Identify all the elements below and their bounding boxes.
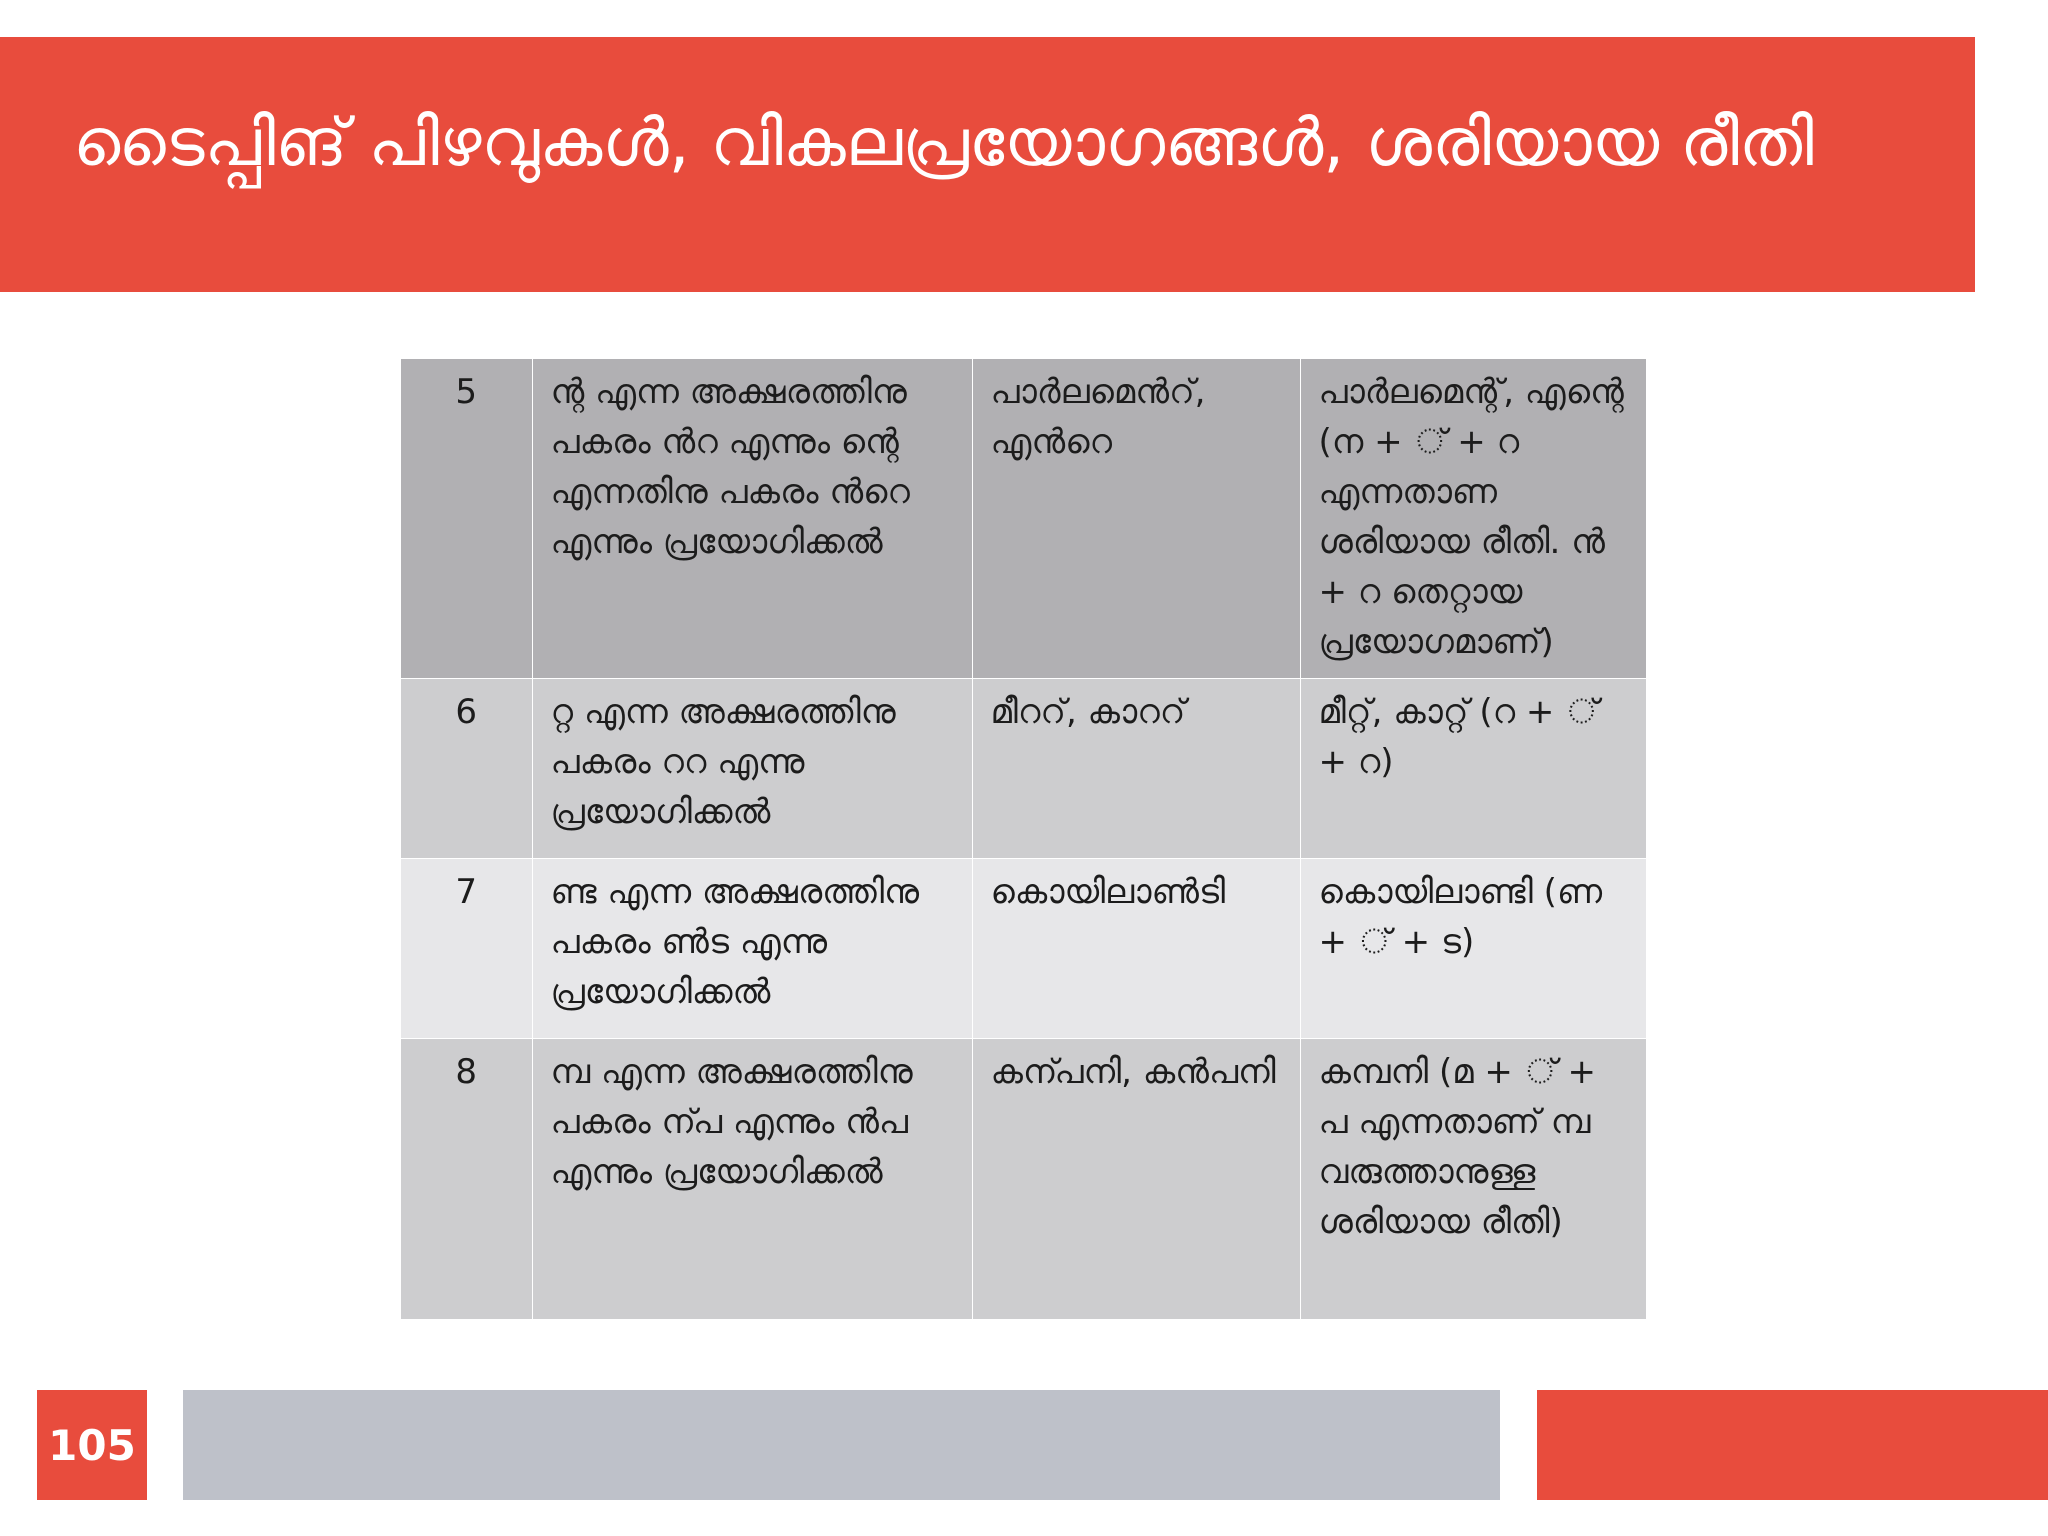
wrong-usage: മീററ്, കാററ് <box>972 679 1300 859</box>
footer-accent <box>1537 1390 2048 1500</box>
typing-errors-table <box>401 358 1646 1319</box>
error-description: ന്റ എന്ന അക്ഷരത്തിനു പകരം ൻറ എന്നും ന്റെ എന്നതിനു പകരം ൻറെ എന്നും പ്രയോഗിക്കൽ <box>532 359 972 679</box>
error-description: ണ്ട എന്ന അക്ഷരത്തിനു പകരം ൺട എന്നു പ്രയോഗിക്കൽ <box>532 859 972 1039</box>
row-number: 8 <box>455 1052 478 1092</box>
title-bar <box>0 37 1975 292</box>
row-number: 6 <box>455 692 478 732</box>
table-row <box>401 859 1646 1039</box>
wrong-usage: കൊയിലാൺടി <box>972 859 1300 1039</box>
table-row <box>401 679 1646 859</box>
row-number: 7 <box>455 872 478 912</box>
correct-usage: കമ്പനി (മ + ് + പ എന്നതാണ് മ്പ വരുത്താനുള്ള ശരിയായ രീതി) <box>1300 1039 1646 1319</box>
correct-usage: പാർലമെന്റ്, എന്റെ (ന + ് + റ എന്നതാണ ശരിയായ രീതി. ൻ + റ തെറ്റായ പ്രയോഗമാണ്) <box>1300 359 1646 679</box>
footer-bar <box>183 1390 1500 1500</box>
wrong-usage: പാർലമെൻറ്, എൻറെ <box>972 359 1300 679</box>
row-number: 5 <box>455 372 478 412</box>
table-row <box>401 359 1646 679</box>
slide-title: ടൈപ്പിങ് പിഴവുകൾ, വികലപ്രയോഗങ്ങൾ, ശരിയായ രീതി <box>73 104 1814 181</box>
correct-usage: മീറ്റ്, കാറ്റ് (റ + ് + റ) <box>1300 679 1646 859</box>
correct-usage: കൊയിലാണ്ടി (ണ + ് + ട) <box>1300 859 1646 1039</box>
wrong-usage: കന്പനി, കൻപനി <box>972 1039 1300 1319</box>
page-number: 105 <box>37 1390 147 1500</box>
error-description: റ്റ എന്ന അക്ഷരത്തിനു പകരം ററ എന്നു പ്രയോഗിക്കൽ <box>532 679 972 859</box>
table-row <box>401 1039 1646 1319</box>
error-description: മ്പ എന്ന അക്ഷരത്തിനു പകരം ന്പ എന്നും ൻപ എന്നും പ്രയോഗിക്കൽ <box>532 1039 972 1319</box>
